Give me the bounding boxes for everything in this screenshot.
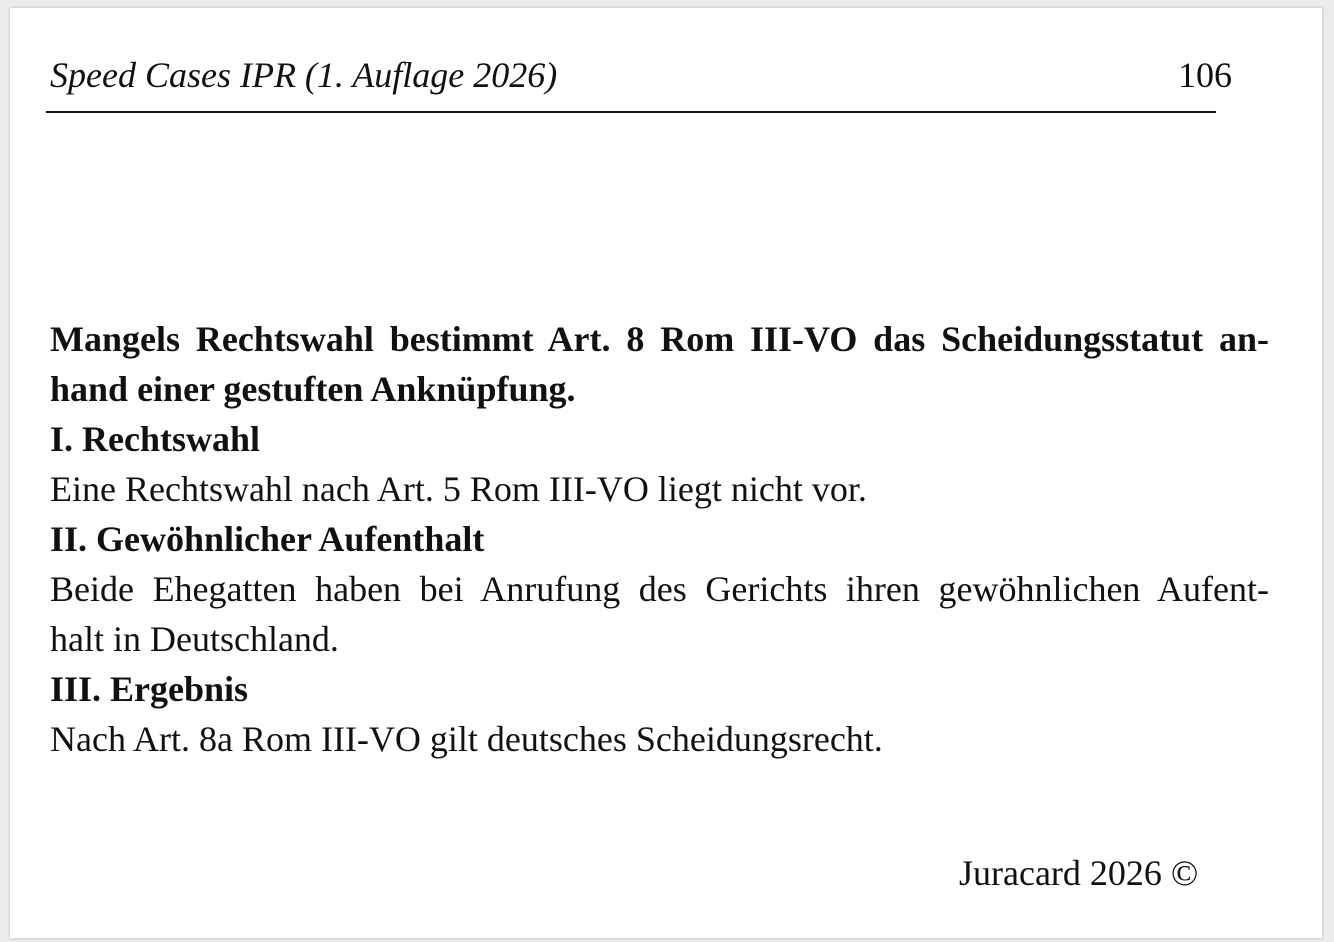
section-text-aufenthalt-line-2: halt in Deutschland. xyxy=(50,619,339,659)
running-title: Speed Cases IPR (1. Auflage 2026) xyxy=(50,55,558,95)
section-heading-aufenthalt: II. Gewöhnlicher Aufenthalt xyxy=(50,519,485,559)
lead-sentence-line-2: hand einer gestuften Anknüpfung. xyxy=(50,369,576,409)
section-heading-rechtswahl: I. Rechtswahl xyxy=(50,419,261,459)
section-heading-ergebnis: III. Ergebnis xyxy=(50,669,249,709)
lead-sentence-line-1: Mangels Rechtswahl bestimmt Art. 8 Rom III-VO das Scheidungsstatut an- xyxy=(50,319,1269,359)
document-page xyxy=(10,8,1322,938)
copyright-footer: Juracard 2026 © xyxy=(959,853,1199,893)
page-header xyxy=(50,54,1232,104)
section-text-rechtswahl: Eine Rechtswahl nach Art. 5 Rom III-VO liegt nicht vor. xyxy=(50,469,867,509)
page-number: 106 xyxy=(1178,55,1232,95)
section-text-ergebnis: Nach Art. 8a Rom III-VO gilt deutsches Scheidungsrecht. xyxy=(50,719,883,759)
section-text-aufenthalt-line-1: Beide Ehegatten haben bei Anrufung des Gerichts ihren gewöhnlichen Aufent- xyxy=(50,569,1269,609)
header-rule xyxy=(46,111,1216,113)
page-content xyxy=(50,314,1269,764)
